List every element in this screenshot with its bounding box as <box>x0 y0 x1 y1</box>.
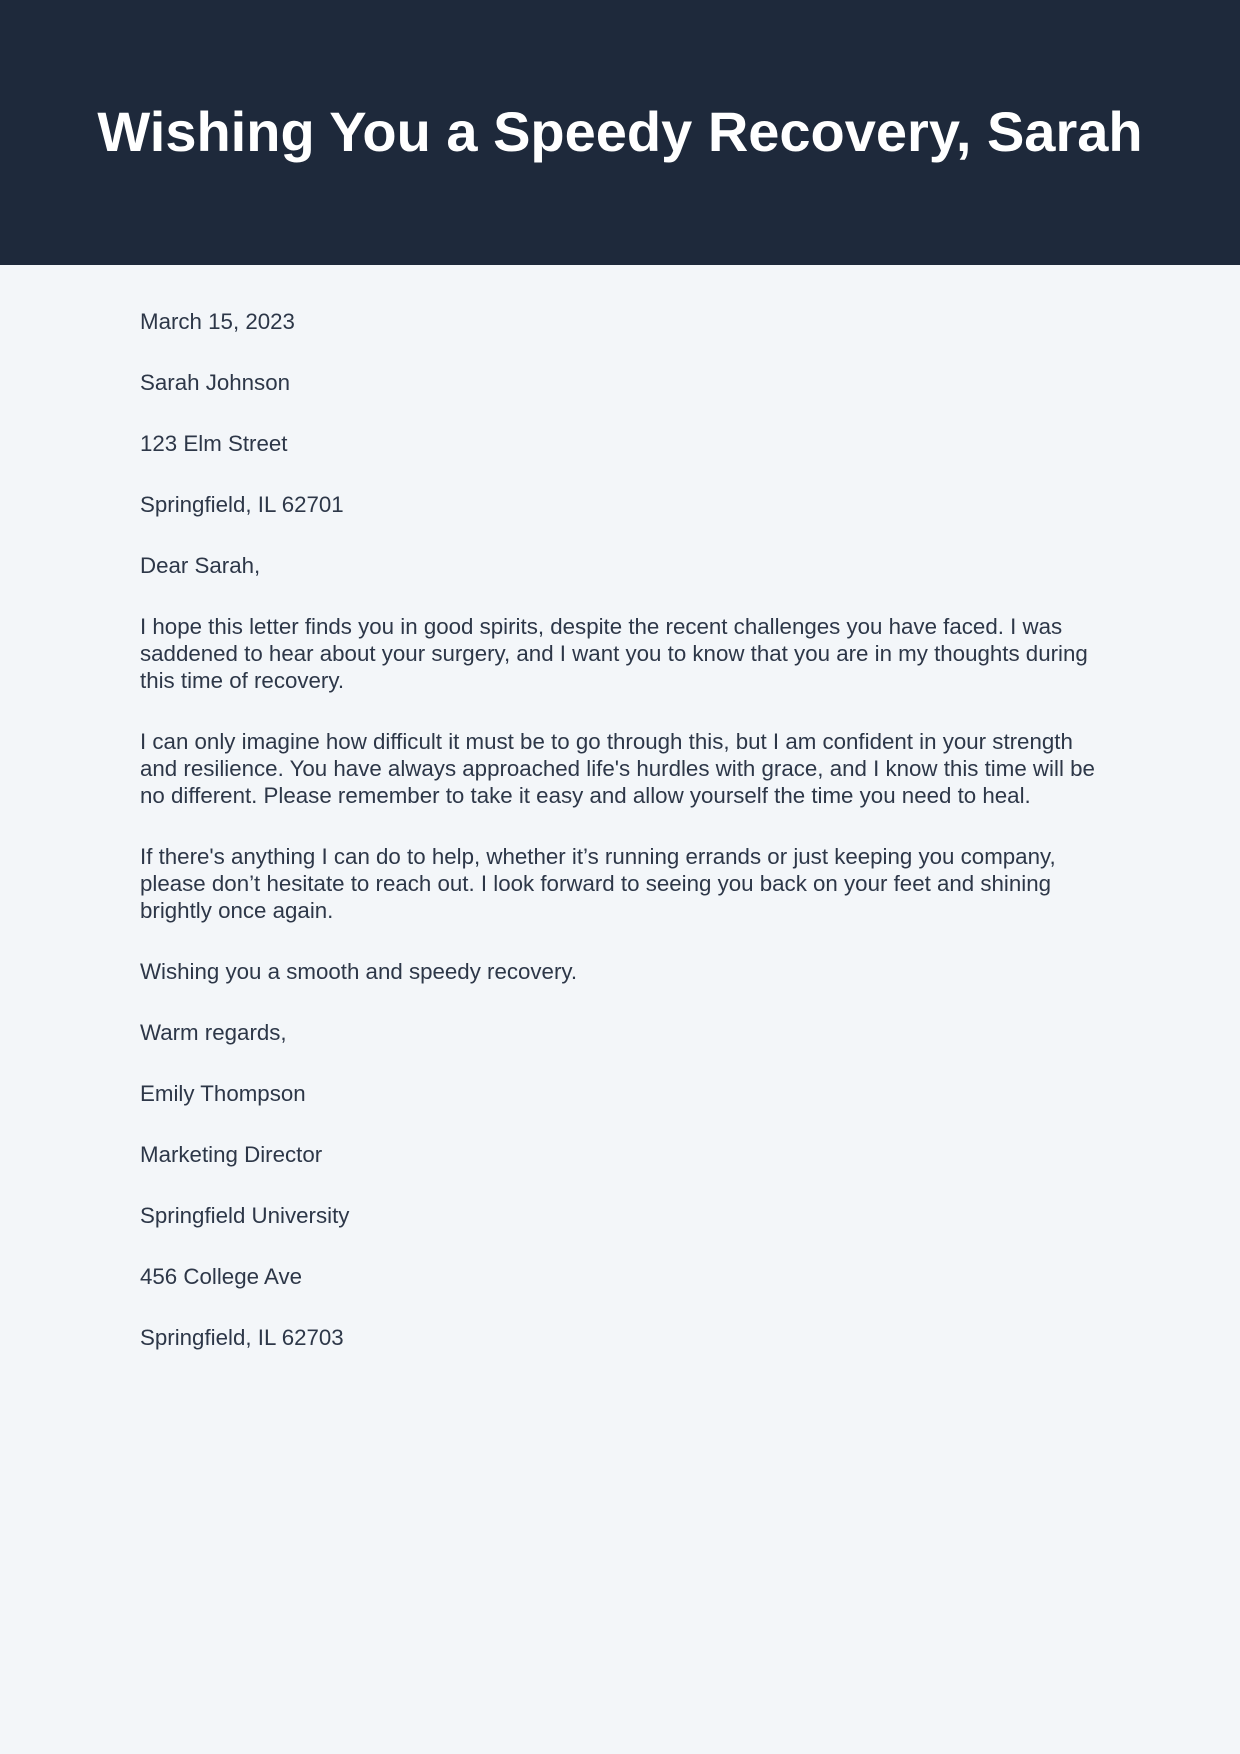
body-paragraph-1: I hope this letter finds you in good spirits, despite the recent challenges you have faced. I was saddened to hear about your surgery, and I want you to know that you are in my thoughts during this time of recovery. <box>140 614 1088 693</box>
recipient-name: Sarah Johnson <box>140 370 290 395</box>
letter-body <box>0 265 1240 1351</box>
letter-title: Wishing You a Speedy Recovery, Sarah <box>97 99 1143 163</box>
sender-organization: Springfield University <box>140 1203 350 1228</box>
sender-title: Marketing Director <box>140 1142 323 1167</box>
sender-street: 456 College Ave <box>140 1264 302 1289</box>
body-paragraph-2: I can only imagine how difficult it must be to go through this, but I am confident in your strength and resilience. You have always approached life's hurdles with grace, and I know this time will be no different. Please remember to take it easy and allow yourself the time you need to heal. <box>140 729 1095 808</box>
salutation: Dear Sarah, <box>140 553 261 578</box>
recipient-street: 123 Elm Street <box>140 431 288 456</box>
closing: Warm regards, <box>140 1020 287 1045</box>
letter-date: March 15, 2023 <box>140 309 295 334</box>
recipient-city-state-zip: Springfield, IL 62701 <box>140 492 344 517</box>
body-paragraph-4: Wishing you a smooth and speedy recovery. <box>140 959 578 984</box>
body-paragraph-3: If there's anything I can do to help, whether it’s running errands or just keeping you company, please don’t hesitate to reach out. I look forward to seeing you back on your feet and shining brightly once again. <box>140 844 1056 923</box>
letter-header <box>0 0 1240 265</box>
sender-name: Emily Thompson <box>140 1081 306 1106</box>
sender-city-state-zip: Springfield, IL 62703 <box>140 1325 344 1350</box>
